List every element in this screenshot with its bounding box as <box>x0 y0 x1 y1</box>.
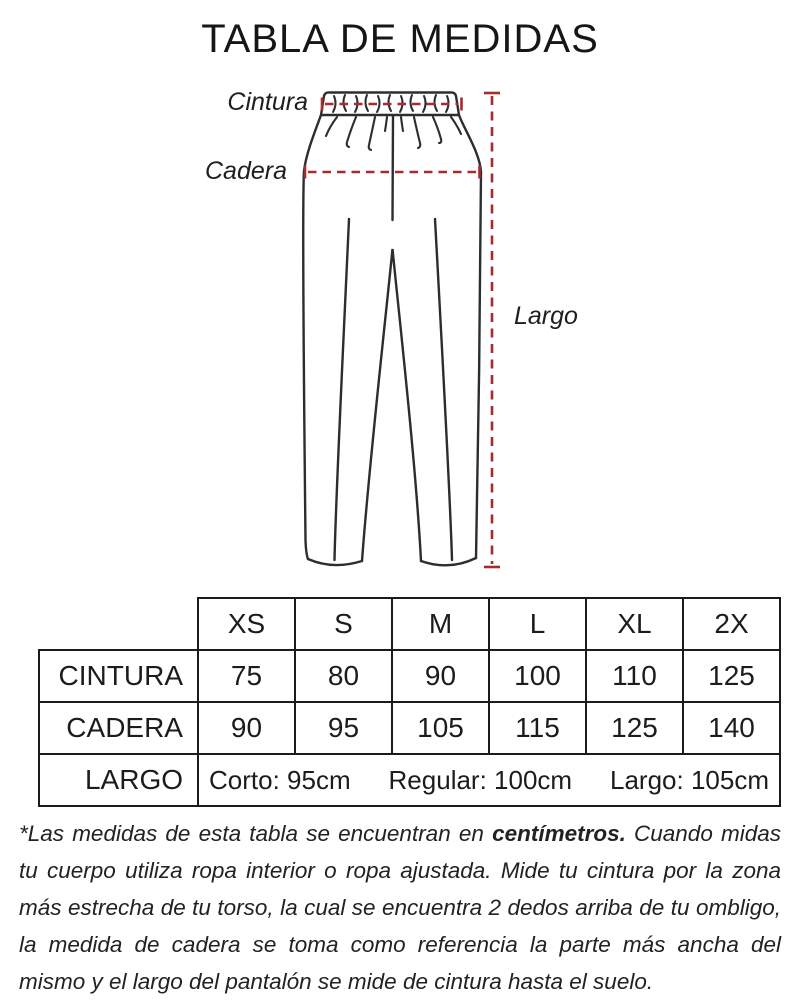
length-measure-line <box>484 93 500 567</box>
row-label-length: LARGO <box>39 754 198 806</box>
size-header-xs: XS <box>198 598 295 650</box>
size-header-m: M <box>392 598 489 650</box>
measurement-lines <box>305 93 500 567</box>
hip-value-2x: 140 <box>683 702 780 754</box>
hip-value-xs: 90 <box>198 702 295 754</box>
length-option-regular: Regular: 100cm <box>388 764 573 795</box>
size-header-l: L <box>489 598 586 650</box>
measurement-footnote <box>0 815 800 1000</box>
hip-value-xl: 125 <box>586 702 683 754</box>
waist-value-2x: 125 <box>683 650 780 702</box>
hip-value-m: 105 <box>392 702 489 754</box>
length-option-short: Corto: 95cm <box>209 764 351 795</box>
table-corner-blank <box>39 598 198 650</box>
hip-value-l: 115 <box>489 702 586 754</box>
row-label-hip: CADERA <box>39 702 198 754</box>
waist-label: Cintura <box>227 88 308 116</box>
table-row-length <box>39 754 780 806</box>
length-values-cell <box>198 754 780 806</box>
table-row-waist <box>39 650 780 702</box>
waist-value-xl: 110 <box>586 650 683 702</box>
right-crease <box>435 219 452 560</box>
size-header-s: S <box>295 598 392 650</box>
hip-label: Cadera <box>205 157 287 185</box>
size-table <box>38 597 781 807</box>
waist-value-l: 100 <box>489 650 586 702</box>
hip-value-s: 95 <box>295 702 392 754</box>
waist-value-m: 90 <box>392 650 489 702</box>
size-header-2x: 2X <box>683 598 780 650</box>
waist-value-s: 80 <box>295 650 392 702</box>
pants-measurement-diagram <box>0 70 800 590</box>
footnote-text-start: *Las medidas de esta tabla se encuentran en <box>19 821 493 846</box>
size-table-header-row <box>39 598 780 650</box>
page-title: TABLA DE MEDIDAS <box>201 17 599 61</box>
length-label: Largo <box>514 302 578 330</box>
footnote-bold-word: centímetros. <box>492 821 626 846</box>
footnote-text-end: Cuando midas tu cuerpo utiliza ropa interior o ropa ajustada. Mide tu cintura por la zona más estrecha de tu torso, la cual se encuentra 2 dedos arriba de tu ombligo, la medida de cadera se toma como referencia la parte más ancha del mismo y el largo del pantalón se mide de cintura hasta el suelo. <box>19 821 782 994</box>
center-seam <box>393 116 394 220</box>
row-label-waist: CINTURA <box>39 650 198 702</box>
waist-value-xs: 75 <box>198 650 295 702</box>
table-row-hip <box>39 702 780 754</box>
pants-drawing <box>0 70 800 590</box>
pants-outline <box>303 92 481 565</box>
left-crease <box>335 219 350 560</box>
size-header-xl: XL <box>586 598 683 650</box>
length-option-long: Largo: 105cm <box>610 764 769 795</box>
